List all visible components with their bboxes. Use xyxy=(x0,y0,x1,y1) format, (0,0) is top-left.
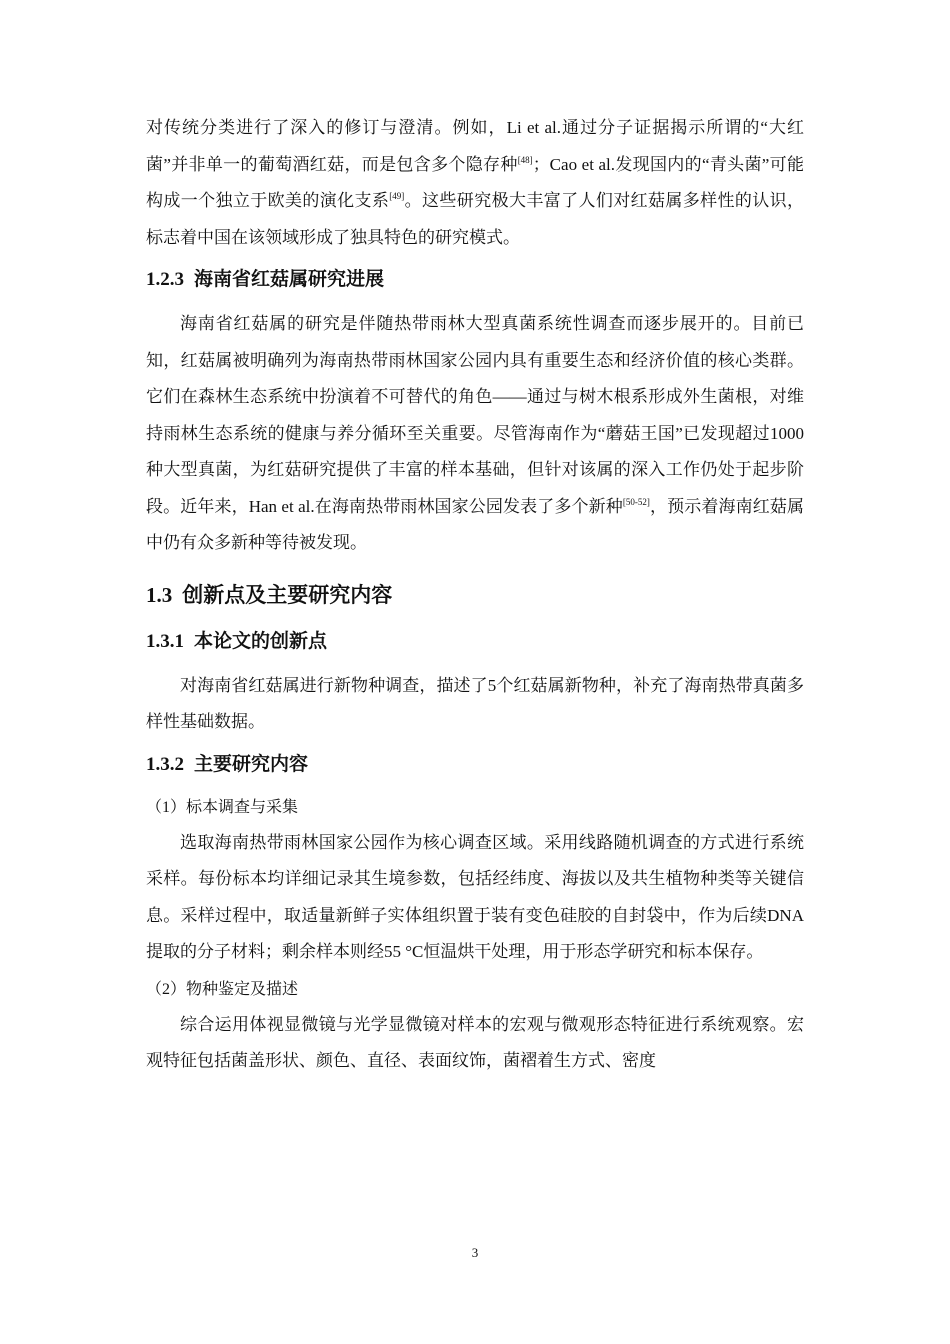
paragraph-innovation: 对海南省红菇属进行新物种调查，描述了5个红菇属新物种，补充了海南热带真菌多样性基础数据。 xyxy=(146,675,804,731)
paragraph-text: 对传统分类进行了深入的修订与澄清。例如，Li et al.通过分子证据揭示所谓的“大红菌”并非单一的葡萄酒红菇，而是包含多个隐存种 xyxy=(146,118,804,174)
heading-number: 1.3.1 xyxy=(146,630,184,652)
paragraph-hainan-progress xyxy=(146,306,804,562)
heading-number: 1.3 xyxy=(146,582,173,607)
heading-text: 创新点及主要研究内容 xyxy=(182,582,393,607)
paragraph-morphology: 综合运用体视显微镜与光学显微镜对样本的宏观与微观形态特征进行系统观察。宏观特征包括菌盖形状、颜色、直径、表面纹饰，菌褶着生方式、密度 xyxy=(146,1014,804,1070)
heading-1-3-1 xyxy=(146,624,804,660)
heading-1-2-3 xyxy=(146,262,804,298)
citation-ref: [50-52] xyxy=(622,496,650,507)
heading-number: 1.2.3 xyxy=(146,269,184,290)
paragraph-text: ；Cao et al.发现国内的“青头菌”可能构成一个独立于欧美的演化支系 xyxy=(146,154,804,210)
paragraph-text: 海南省红菇属的研究是伴随热带雨林大型真菌系统性调查而逐步展开的。目前已知，红菇属被明确列为海南热带雨林国家公园内具有重要生态和经济价值的核心类群。它们在森林生态系统中扮演着不可替代的角色——通过与树木根系形成外生菌根，对维持雨林生态系统的健康与养分循环至关重要。尽管海南作为“蘑菇王国”已发现超过1000种大型真菌，为红菇研究提供了丰富的样本基础，但针对该属的深入工作仍处于起步阶段。近年来，Han et al.在海南热带雨林国家公园发表了多个新种 xyxy=(146,314,804,516)
heading-number: 1.3.2 xyxy=(146,753,184,775)
list-item-specimen-collection: （1）标本调查与采集 xyxy=(146,798,299,816)
heading-1-3-2 xyxy=(146,747,804,783)
paragraph-sampling: 选取海南热带雨林国家公园作为核心调查区域。采用线路随机调查的方式进行系统采样。每份标本均详细记录其生境参数，包括经纬度、海拔以及共生植物种类等关键信息。采样过程中，取适量新鲜子实体组织置于装有变色硅胶的自封袋中，作为后续DNA提取的分子材料；剩余样本则经55 °C恒温烘干处理，用于形态学研究和标本保存。 xyxy=(146,832,804,961)
heading-1-3 xyxy=(146,576,804,614)
citation-ref: [48] xyxy=(517,154,533,165)
paragraph-text: 。这些研究极大丰富了人们对红菇属多样性的认识，标志着中国在该领域形成了独具特色的研究模式。 xyxy=(146,191,804,247)
page-number: 3 xyxy=(471,1245,479,1260)
page-content xyxy=(146,110,804,1080)
heading-text: 主要研究内容 xyxy=(194,753,309,775)
paragraph-taxonomy-revision xyxy=(146,110,804,256)
paragraph-text: ，预示着海南红菇属中仍有众多新种等待被发现。 xyxy=(146,496,805,552)
heading-text: 本论文的创新点 xyxy=(194,630,328,652)
list-item-species-identification: （2）物种鉴定及描述 xyxy=(146,980,299,998)
citation-ref: [49] xyxy=(389,191,405,201)
heading-text: 海南省红菇属研究进展 xyxy=(194,269,385,290)
